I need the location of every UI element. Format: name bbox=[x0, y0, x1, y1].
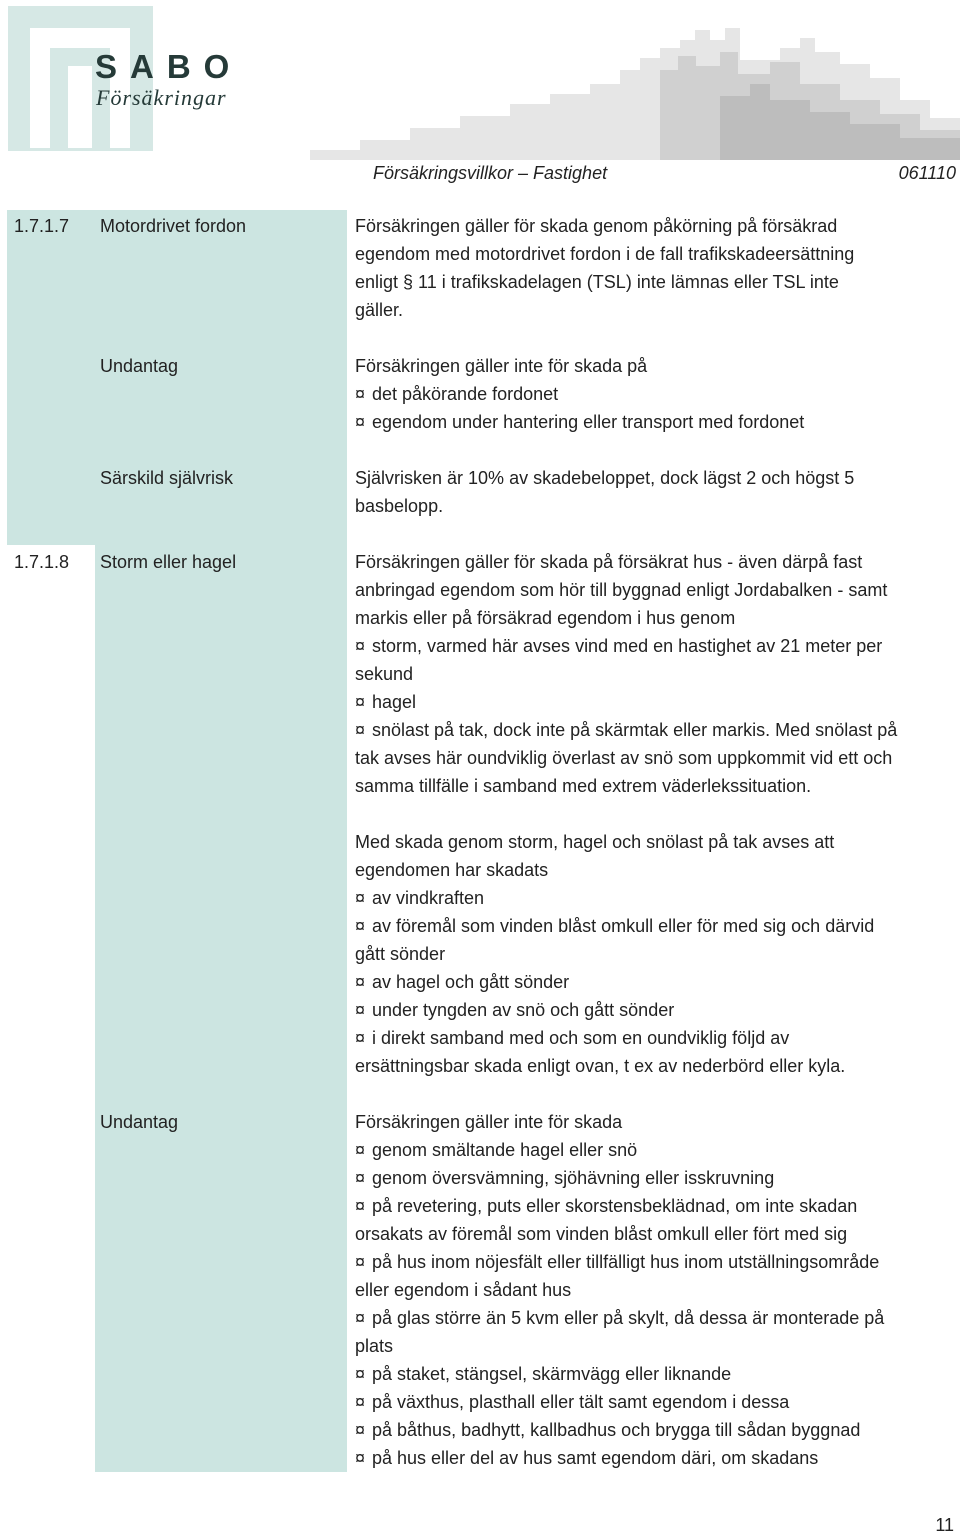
bullet-item bbox=[355, 1360, 731, 1388]
bullet-text: i direkt samband med och som en oundviklig följd av bbox=[372, 1028, 790, 1048]
bullet-text: under tyngden av snö och gått sönder bbox=[372, 1000, 675, 1020]
document-title: Försäkringsvillkor – Fastighet bbox=[373, 163, 608, 183]
bullet-item bbox=[355, 1416, 860, 1444]
bullet-icon: ¤ bbox=[355, 1168, 366, 1188]
bullet-icon: ¤ bbox=[355, 1392, 366, 1412]
section-text-line: egendom med motordrivet fordon i de fall trafikskadeersättning bbox=[355, 244, 855, 264]
bullet-item bbox=[355, 884, 484, 912]
bullet-item bbox=[355, 716, 897, 744]
bullet-icon: ¤ bbox=[355, 1448, 366, 1468]
exception-label: Undantag bbox=[100, 356, 179, 376]
deductible-text-line: Självrisken är 10% av skadebeloppet, dock lägst 2 och högst 5 bbox=[355, 468, 855, 488]
page-number: 11 bbox=[935, 1515, 954, 1535]
section-text-line: Med skada genom storm, hagel och snölast på tak avses att bbox=[355, 832, 835, 852]
bullet-text: på revetering, puts eller skorstensbeklädnad, om inte skadan bbox=[372, 1196, 858, 1216]
section-text-line: tak avses här oundviklig överlast av snö som uppkommit vid ett och bbox=[355, 748, 893, 768]
bullet-item bbox=[355, 968, 569, 996]
bullet-icon: ¤ bbox=[355, 916, 366, 936]
bullet-item bbox=[355, 380, 558, 408]
bullet-text: på hus inom nöjesfält eller tillfälligt hus inom utställningsområde bbox=[372, 1252, 880, 1272]
bullet-icon: ¤ bbox=[355, 1196, 366, 1216]
bullet-icon: ¤ bbox=[355, 636, 366, 656]
section-text-line: Försäkringen gäller för skada på försäkrat hus - även därpå fast bbox=[355, 552, 863, 572]
bullet-text: av hagel och gått sönder bbox=[372, 972, 570, 992]
bullet-text: av föremål som vinden blåst omkull eller för med sig och därvid bbox=[372, 916, 875, 936]
section-text-line: gäller. bbox=[355, 300, 404, 320]
bullet-text: av vindkraften bbox=[372, 888, 485, 908]
deductible-label: Särskild självrisk bbox=[100, 468, 234, 488]
exception-text-line: Försäkringen gäller inte för skada bbox=[355, 1112, 623, 1132]
bullet-icon: ¤ bbox=[355, 1364, 366, 1384]
section-text-line: markis eller på försäkrad egendom i hus genom bbox=[355, 608, 736, 628]
logo-subtitle: Försäkringar bbox=[96, 85, 227, 110]
bullet-item bbox=[355, 688, 416, 716]
bullet-icon: ¤ bbox=[355, 384, 366, 404]
section-text-line: enligt § 11 i trafikskadelagen (TSL) inte lämnas eller TSL inte bbox=[355, 272, 839, 292]
bullet-text: på hus eller del av hus samt egendom däri, om skadans bbox=[372, 1448, 819, 1468]
bullet-item bbox=[355, 1164, 774, 1192]
bullet-icon: ¤ bbox=[355, 972, 366, 992]
bullet-text: storm, varmed här avses vind med en hastighet av 21 meter per bbox=[372, 636, 883, 656]
deductible-text-line: basbelopp. bbox=[355, 496, 444, 516]
bullet-item bbox=[355, 408, 804, 436]
bullet-item bbox=[355, 1388, 789, 1416]
bullet-icon: ¤ bbox=[355, 1028, 366, 1048]
bullet-item bbox=[355, 1248, 879, 1276]
bullet-icon: ¤ bbox=[355, 412, 366, 432]
bullet-icon: ¤ bbox=[355, 888, 366, 908]
exception-label: Undantag bbox=[100, 1112, 179, 1132]
bullet-text: hagel bbox=[372, 692, 417, 712]
bullet-text: på staket, stängsel, skärmvägg eller liknande bbox=[372, 1364, 732, 1384]
section-number: 1.7.1.8 bbox=[14, 552, 70, 572]
bullet-icon: ¤ bbox=[355, 1252, 366, 1272]
section-text-line: anbringad egendom som hör till byggnad enligt Jordabalken - samt bbox=[355, 580, 888, 600]
bullet-text: genom smältande hagel eller snö bbox=[372, 1140, 638, 1160]
section-text-line: gått sönder bbox=[355, 944, 446, 964]
bullet-icon: ¤ bbox=[355, 692, 366, 712]
document-code: 061110 bbox=[898, 163, 956, 183]
bullet-icon: ¤ bbox=[355, 1308, 366, 1328]
city-skyline-icon bbox=[300, 0, 960, 160]
exception-text-line: orsakats av föremål som vinden blåst omkull eller fört med sig bbox=[355, 1224, 848, 1244]
section-text-line: Försäkringen gäller för skada genom påkörning på försäkrad bbox=[355, 216, 838, 236]
label-column-shade bbox=[95, 210, 347, 1472]
section-title: Motordrivet fordon bbox=[100, 216, 247, 236]
bullet-text: på glas större än 5 kvm eller på skylt, då dessa är monterade på bbox=[372, 1308, 885, 1328]
bullet-item bbox=[355, 1304, 884, 1332]
bullet-text: det påkörande fordonet bbox=[372, 384, 559, 404]
bullet-text: snölast på tak, dock inte på skärmtak eller markis. Med snölast på bbox=[372, 720, 898, 740]
bullet-text: på växthus, plasthall eller tält samt egendom i dessa bbox=[372, 1392, 790, 1412]
bullet-icon: ¤ bbox=[355, 1000, 366, 1020]
exception-text-line: eller egendom i sådant hus bbox=[355, 1280, 572, 1300]
exception-text-line: Försäkringen gäller inte för skada på bbox=[355, 356, 648, 376]
logo-wordmark: SABO bbox=[95, 48, 243, 85]
bullet-item bbox=[355, 912, 874, 940]
bullet-icon: ¤ bbox=[355, 1140, 366, 1160]
bullet-item bbox=[355, 1444, 818, 1472]
section-number: 1.7.1.7 bbox=[14, 216, 70, 236]
section-text-line: egendomen har skadats bbox=[355, 860, 549, 880]
bullet-text: genom översvämning, sjöhävning eller isskruvning bbox=[372, 1168, 775, 1188]
bullet-item bbox=[355, 632, 882, 660]
section-text-line: sekund bbox=[355, 664, 414, 684]
exception-text-line: plats bbox=[355, 1336, 394, 1356]
bullet-icon: ¤ bbox=[355, 1420, 366, 1440]
bullet-text: egendom under hantering eller transport med fordonet bbox=[372, 412, 805, 432]
section-title: Storm eller hagel bbox=[100, 552, 237, 572]
bullet-item bbox=[355, 1192, 857, 1220]
section-text-line: samma tillfälle i samband med extrem väderlekssituation. bbox=[355, 776, 812, 796]
bullet-item bbox=[355, 1024, 789, 1052]
bullet-item bbox=[355, 996, 674, 1024]
page-header bbox=[0, 0, 960, 200]
bullet-icon: ¤ bbox=[355, 720, 366, 740]
number-column-shade bbox=[7, 210, 95, 545]
section-text-line: ersättningsbar skada enligt ovan, t ex av nederbörd eller kyla. bbox=[355, 1056, 846, 1076]
bullet-item bbox=[355, 1136, 637, 1164]
bullet-text: på båthus, badhytt, kallbadhus och brygga till sådan byggnad bbox=[372, 1420, 861, 1440]
